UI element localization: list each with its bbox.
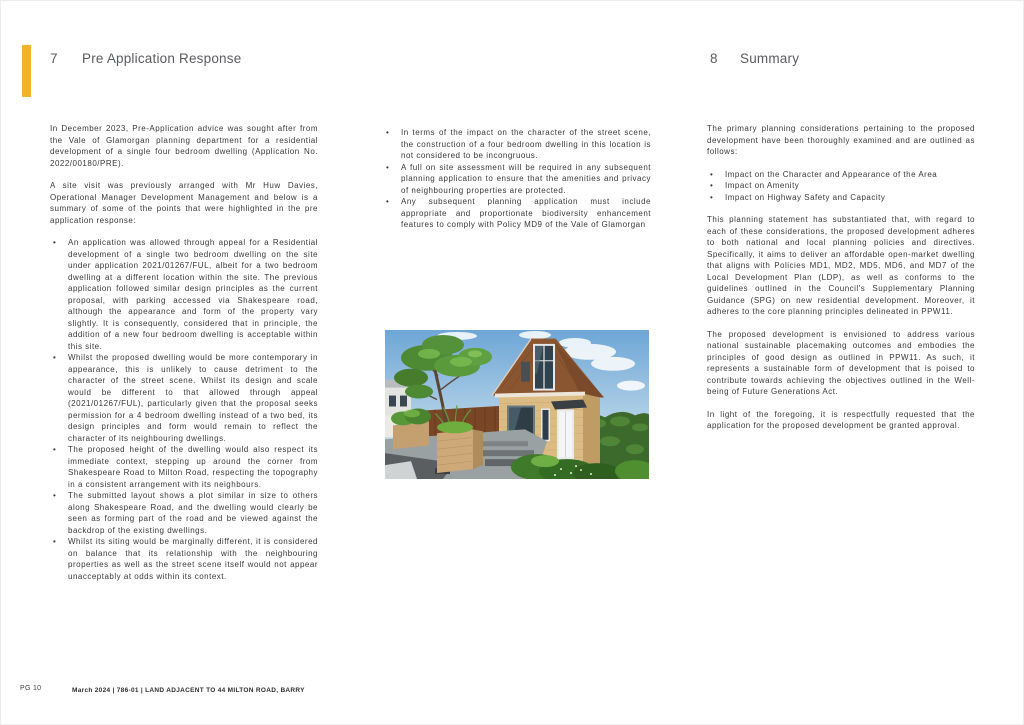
list-item: • In terms of the impact on the character of the street scene, the construction of a four bedroom dwelling in this location is not considered to be incongruous. [383,127,651,162]
paragraph: The primary planning considerations pertaining to the proposed development have been thoroughly examined and are outlined as follows: [707,124,975,156]
list-item: • A full on site assessment will be required in any subsequent planning application to ensure that the amenities and privacy of neighbouring properties are protected. [383,162,651,197]
paragraph: A site visit was previously arranged with Mr Huw Davies, Operational Manager Development Management and below is a summary of some of the points that were highlighted in the pre application response: [50,181,318,225]
list-item: • Whilst the proposed dwelling would be more contemporary in appearance, this is unlikely to cause detriment to the character of the street scene. Whilst its design and scale would be different to that allowed through appeal (2021/01267/FUL), particularly given that the proposal seeks permission for a 4 bedroom dwelling instead of a two bed, its design principles and form would remain to reflect the character of its neighbouring dwellings. [50,352,318,444]
section-title: Pre Application Response [82,51,242,66]
bullet-list [383,127,651,231]
section-heading-pre-application [50,51,241,66]
house-render-graphic [385,330,649,479]
section-title: Summary [740,51,800,66]
section-number: 7 [50,51,58,66]
left-column [50,123,318,593]
paragraph: This planning statement has substantiated that, with regard to each of these considerations, the proposed development adheres to both national and local planning policies and directives. Specifically, it aims to deliver an affordable open-market dwelling that aligns with Policies MD1, MD2, MD5, MD6, and MD7 of the Local Development Plan (LDP), as well as conforms to the guidelines outlined in the Council's Supplementary Planning Guidance (SPG) on new residential development. Moreover, it adheres to the core planning principles delineated in PPW11. [707,215,975,316]
dwelling-render-image [385,330,649,479]
page-number-label: PG 10 [20,685,42,692]
section-heading-summary [710,51,799,66]
middle-column [383,123,651,242]
paragraph: In light of the foregoing, it is respectfully requested that the application for the proposed development be granted approval. [707,409,975,430]
list-item: • Impact on Highway Safety and Capacity [707,192,975,204]
list-item: • Impact on the Character and Appearance of the Area [707,169,975,181]
paragraph: The proposed development is envisioned to address various national sustainable placemaking outcomes and embodies the principles of good design as outlined in PPW11. As such, it represents a sustainable form of development that is poised to contribute towards achieving the objectives outlined in the Well-being of Future Generations Act. [707,329,975,396]
list-item: • Whilst its siting would be marginally different, it is considered on balance that its relationship with the neighbouring properties as well as the street scene itself would not appear unacceptably at odds within its context. [50,536,318,582]
section-accent-bar [22,45,31,97]
footer-project-info: March 2024 | 786-01 | LAND ADJACENT TO 44 MILTON ROAD, BARRY [72,687,305,694]
paragraph: In December 2023, Pre-Application advice was sought after from the Vale of Glamorgan planning department for a residential development of a single four bedroom dwelling (Application No. 2022/00180/PRE). [50,124,318,168]
list-item: • The submitted layout shows a plot similar in size to others along Shakespeare Road, and the dwelling would clearly be seen as forming part of the road and be viewed against the backdrop of the existing dwellings. [50,490,318,536]
list-item: • Impact on Amenity [707,180,975,192]
right-column [707,123,975,443]
list-item: • The proposed height of the dwelling would also respect its immediate context, stepping up around the corner from Shakespeare Road to Milton Road, respecting the topography in a consistent arrangement with its neighbours. [50,444,318,490]
bullet-list [50,237,318,582]
list-item: • An application was allowed through appeal for a Residential development of a single two bedroom dwelling on the site under application 2021/01267/FUL, albeit for a two bedroom dwelling at a different location within the site. The previous application followed similar design principles as the current proposal, with parking accessed via Shakespeare road, although the appearance and form of the property vary slightly. It is consequently, considered that in principle, the addition of a new four bedroom dwelling is acceptable within this site. [50,237,318,352]
bullet-list [707,169,975,204]
section-number: 8 [710,51,718,66]
list-item: • Any subsequent planning application must include appropriate and proportionate biodiversity enhancement features to comply with Policy MD9 of the Vale of Glamorgan [383,196,651,231]
